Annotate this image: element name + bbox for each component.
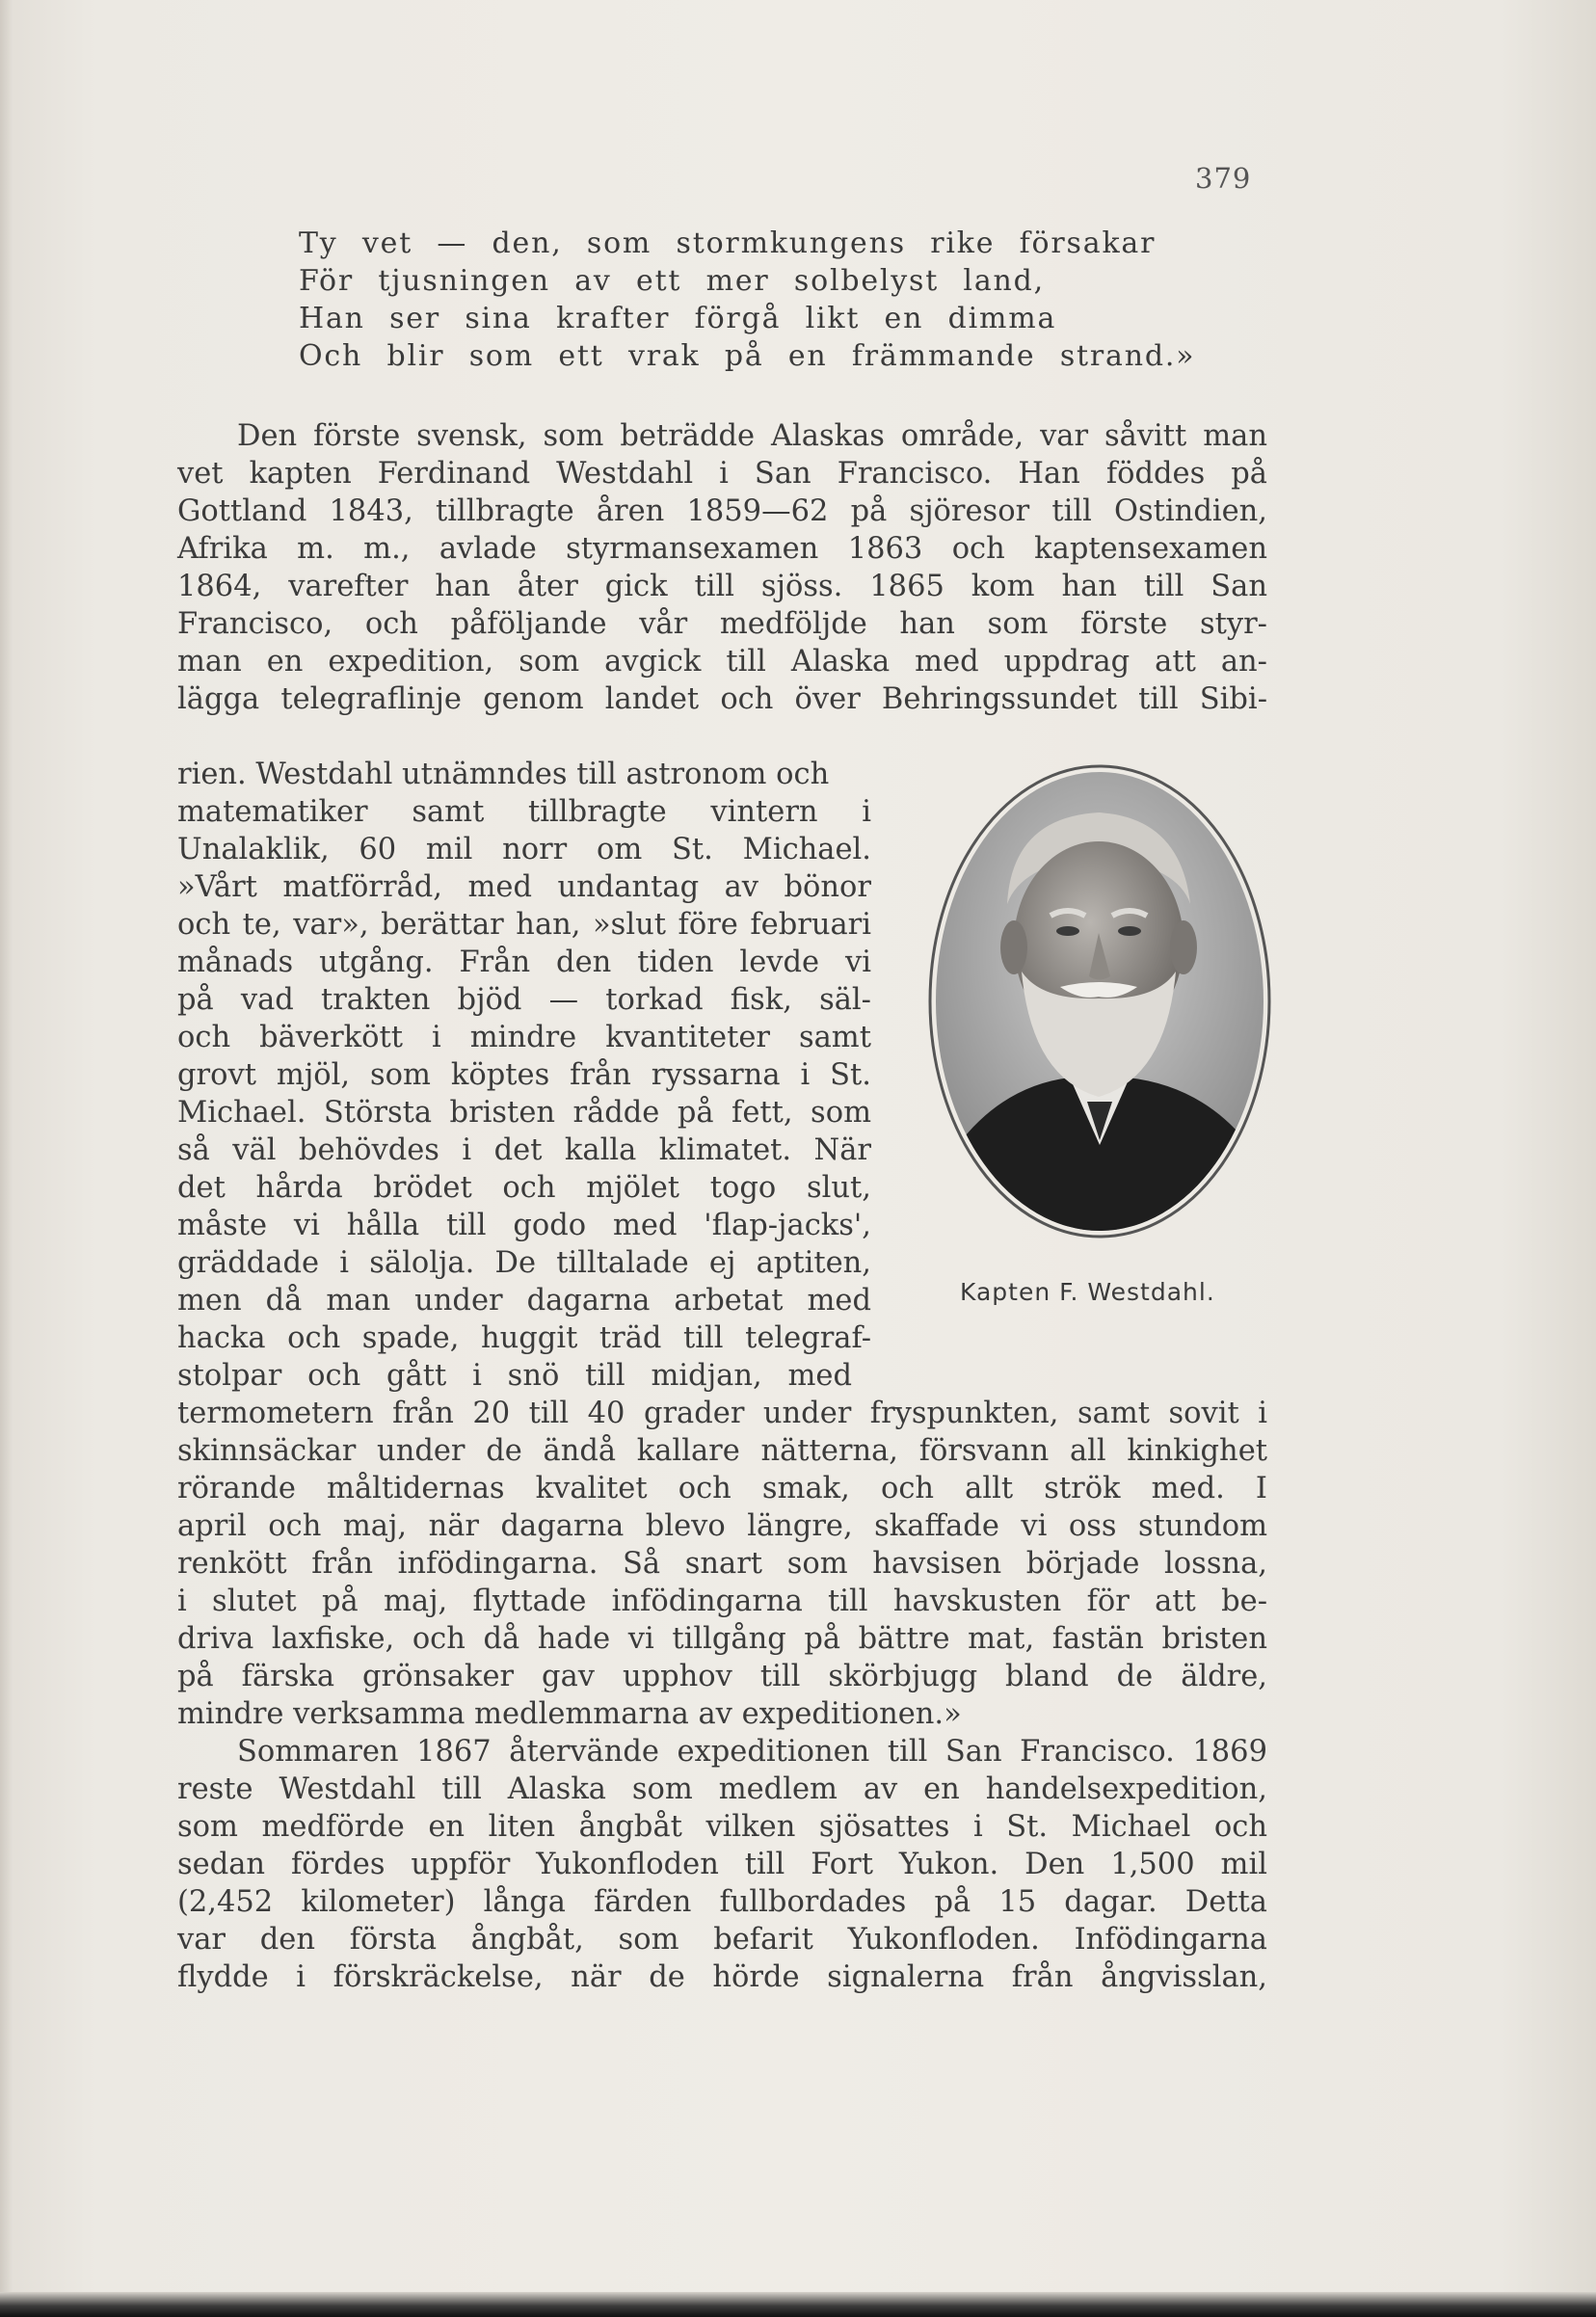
portrait-image — [925, 759, 1274, 1243]
text-line: april och maj, när dagarna blevo längre, skaffade vi oss stundom — [177, 1509, 1267, 1543]
text-line: (2,452 kilometer) långa färden fullbordades på 15 dagar. Detta — [177, 1885, 1267, 1919]
page-number: 379 — [1195, 162, 1252, 195]
text-line: Francisco, och påföljande vår medföljde han som förste styr- — [177, 607, 1267, 641]
text-line: i slutet på maj, flyttade infödingarna till havskusten för att be- — [177, 1585, 1267, 1618]
text-line: och te, var», berättar han, »slut före februari — [177, 908, 871, 942]
text-line: grovt mjöl, som köptes från ryssarna i St. — [177, 1058, 871, 1092]
text-line: rien. Westdahl utnämndes till astronom och — [177, 758, 830, 791]
text-line: renkött från infödingarna. Så snart som havsisen började lossna, — [177, 1547, 1267, 1581]
text-line: gräddade i sälolja. De tilltalade ej aptiten, — [177, 1246, 871, 1280]
poem-line: För tjusningen av ett mer solbelyst land, — [299, 264, 1045, 298]
text-line: Sommaren 1867 återvände expeditionen till San Francisco. 1869 — [237, 1735, 1267, 1769]
paragraph-continuation — [177, 1357, 1267, 1996]
text-line: sedan fördes uppför Yukonfloden till Fort Yukon. Den 1,500 mil — [177, 1848, 1267, 1881]
text-line: Unalaklik, 60 mil norr om St. Michael. — [177, 833, 871, 866]
text-line: stolpar och gått i snö till midjan, med — [177, 1359, 852, 1393]
text-line: flydde i förskräckelse, när de hörde signalerna från ångvisslan, — [177, 1960, 1267, 1994]
text-line: som medförde en liten ångbåt vilken sjösattes i St. Michael och — [177, 1810, 1267, 1844]
text-line: på färska grönsaker gav upphov till skörbjugg bland de äldre, — [177, 1660, 1267, 1693]
scan-bottom-edge — [0, 2292, 1596, 2317]
text-line: var den första ångbåt, som befarit Yukonfloden. Infödingarna — [177, 1923, 1267, 1957]
poem-stanza — [299, 225, 1195, 375]
paragraph-westdahl-intro — [177, 417, 1267, 718]
text-line: lägga telegraflinje genom landet och över Behringssundet till Sibi- — [177, 682, 1267, 716]
text-line: reste Westdahl till Alaska som medlem av en handelsexpedition, — [177, 1772, 1267, 1806]
text-line: rörande måltidernas kvalitet och smak, och allt strök med. I — [177, 1472, 1267, 1505]
text-line: »Vårt matförråd, med undantag av bönor — [177, 870, 871, 904]
text-line: Michael. Största bristen rådde på fett, som — [177, 1096, 871, 1130]
text-line: 1864, varefter han åter gick till sjöss. 1865 kom han till San — [177, 570, 1267, 603]
portrait-caption: Kapten F. Westdahl. — [960, 1278, 1215, 1306]
text-line: driva laxfiske, och då hade vi tillgång på bättre mat, fastän bristen — [177, 1622, 1267, 1656]
text-line: hacka och spade, huggit träd till telegraf- — [177, 1321, 871, 1355]
poem-line: Och blir som ett vrak på en främmande strand.» — [299, 339, 1196, 373]
poem-line: Han ser sina krafter förgå likt en dimma — [299, 302, 1057, 335]
text-line: på vad trakten bjöd — torkad fisk, säl- — [177, 983, 871, 1017]
text-line: det hårda brödet och mjölet togo slut, — [177, 1171, 871, 1205]
text-line: så väl behövdes i det kalla klimatet. När — [177, 1133, 871, 1167]
text-line: måste vi hålla till godo med 'flap-jacks', — [177, 1209, 871, 1242]
text-line: Gottland 1843, tillbragte åren 1859—62 på sjöresor till Ostindien, — [177, 494, 1267, 528]
portrait-illustration — [925, 759, 1274, 1243]
paragraph-narrow-column — [177, 756, 871, 1357]
text-line: mindre verksamma medlemmarna av expeditionen.» — [177, 1697, 962, 1731]
poem-line: Ty vet — den, som stormkungens rike försakar — [299, 226, 1157, 260]
text-line: matematiker samt tillbragte vintern i — [177, 795, 871, 829]
text-line: termometern från 20 till 40 grader under fryspunkten, samt sovit i — [177, 1397, 1267, 1430]
text-line: man en expedition, som avgick till Alaska med uppdrag att an- — [177, 645, 1267, 679]
page-gutter-shadow — [0, 0, 13, 2317]
text-line: men då man under dagarna arbetat med — [177, 1284, 871, 1318]
text-line: Afrika m. m., avlade styrmansexamen 1863 och kaptensexamen — [177, 532, 1267, 566]
text-line: vet kapten Ferdinand Westdahl i San Francisco. Han föddes på — [177, 457, 1267, 491]
text-line: Den förste svensk, som beträdde Alaskas område, var såvitt man — [237, 419, 1267, 453]
text-line: skinnsäckar under de ändå kallare nätterna, försvann all kinkighet — [177, 1434, 1267, 1468]
text-line: månads utgång. Från den tiden levde vi — [177, 945, 871, 979]
text-line: och bäverkött i mindre kvantiteter samt — [177, 1021, 871, 1054]
